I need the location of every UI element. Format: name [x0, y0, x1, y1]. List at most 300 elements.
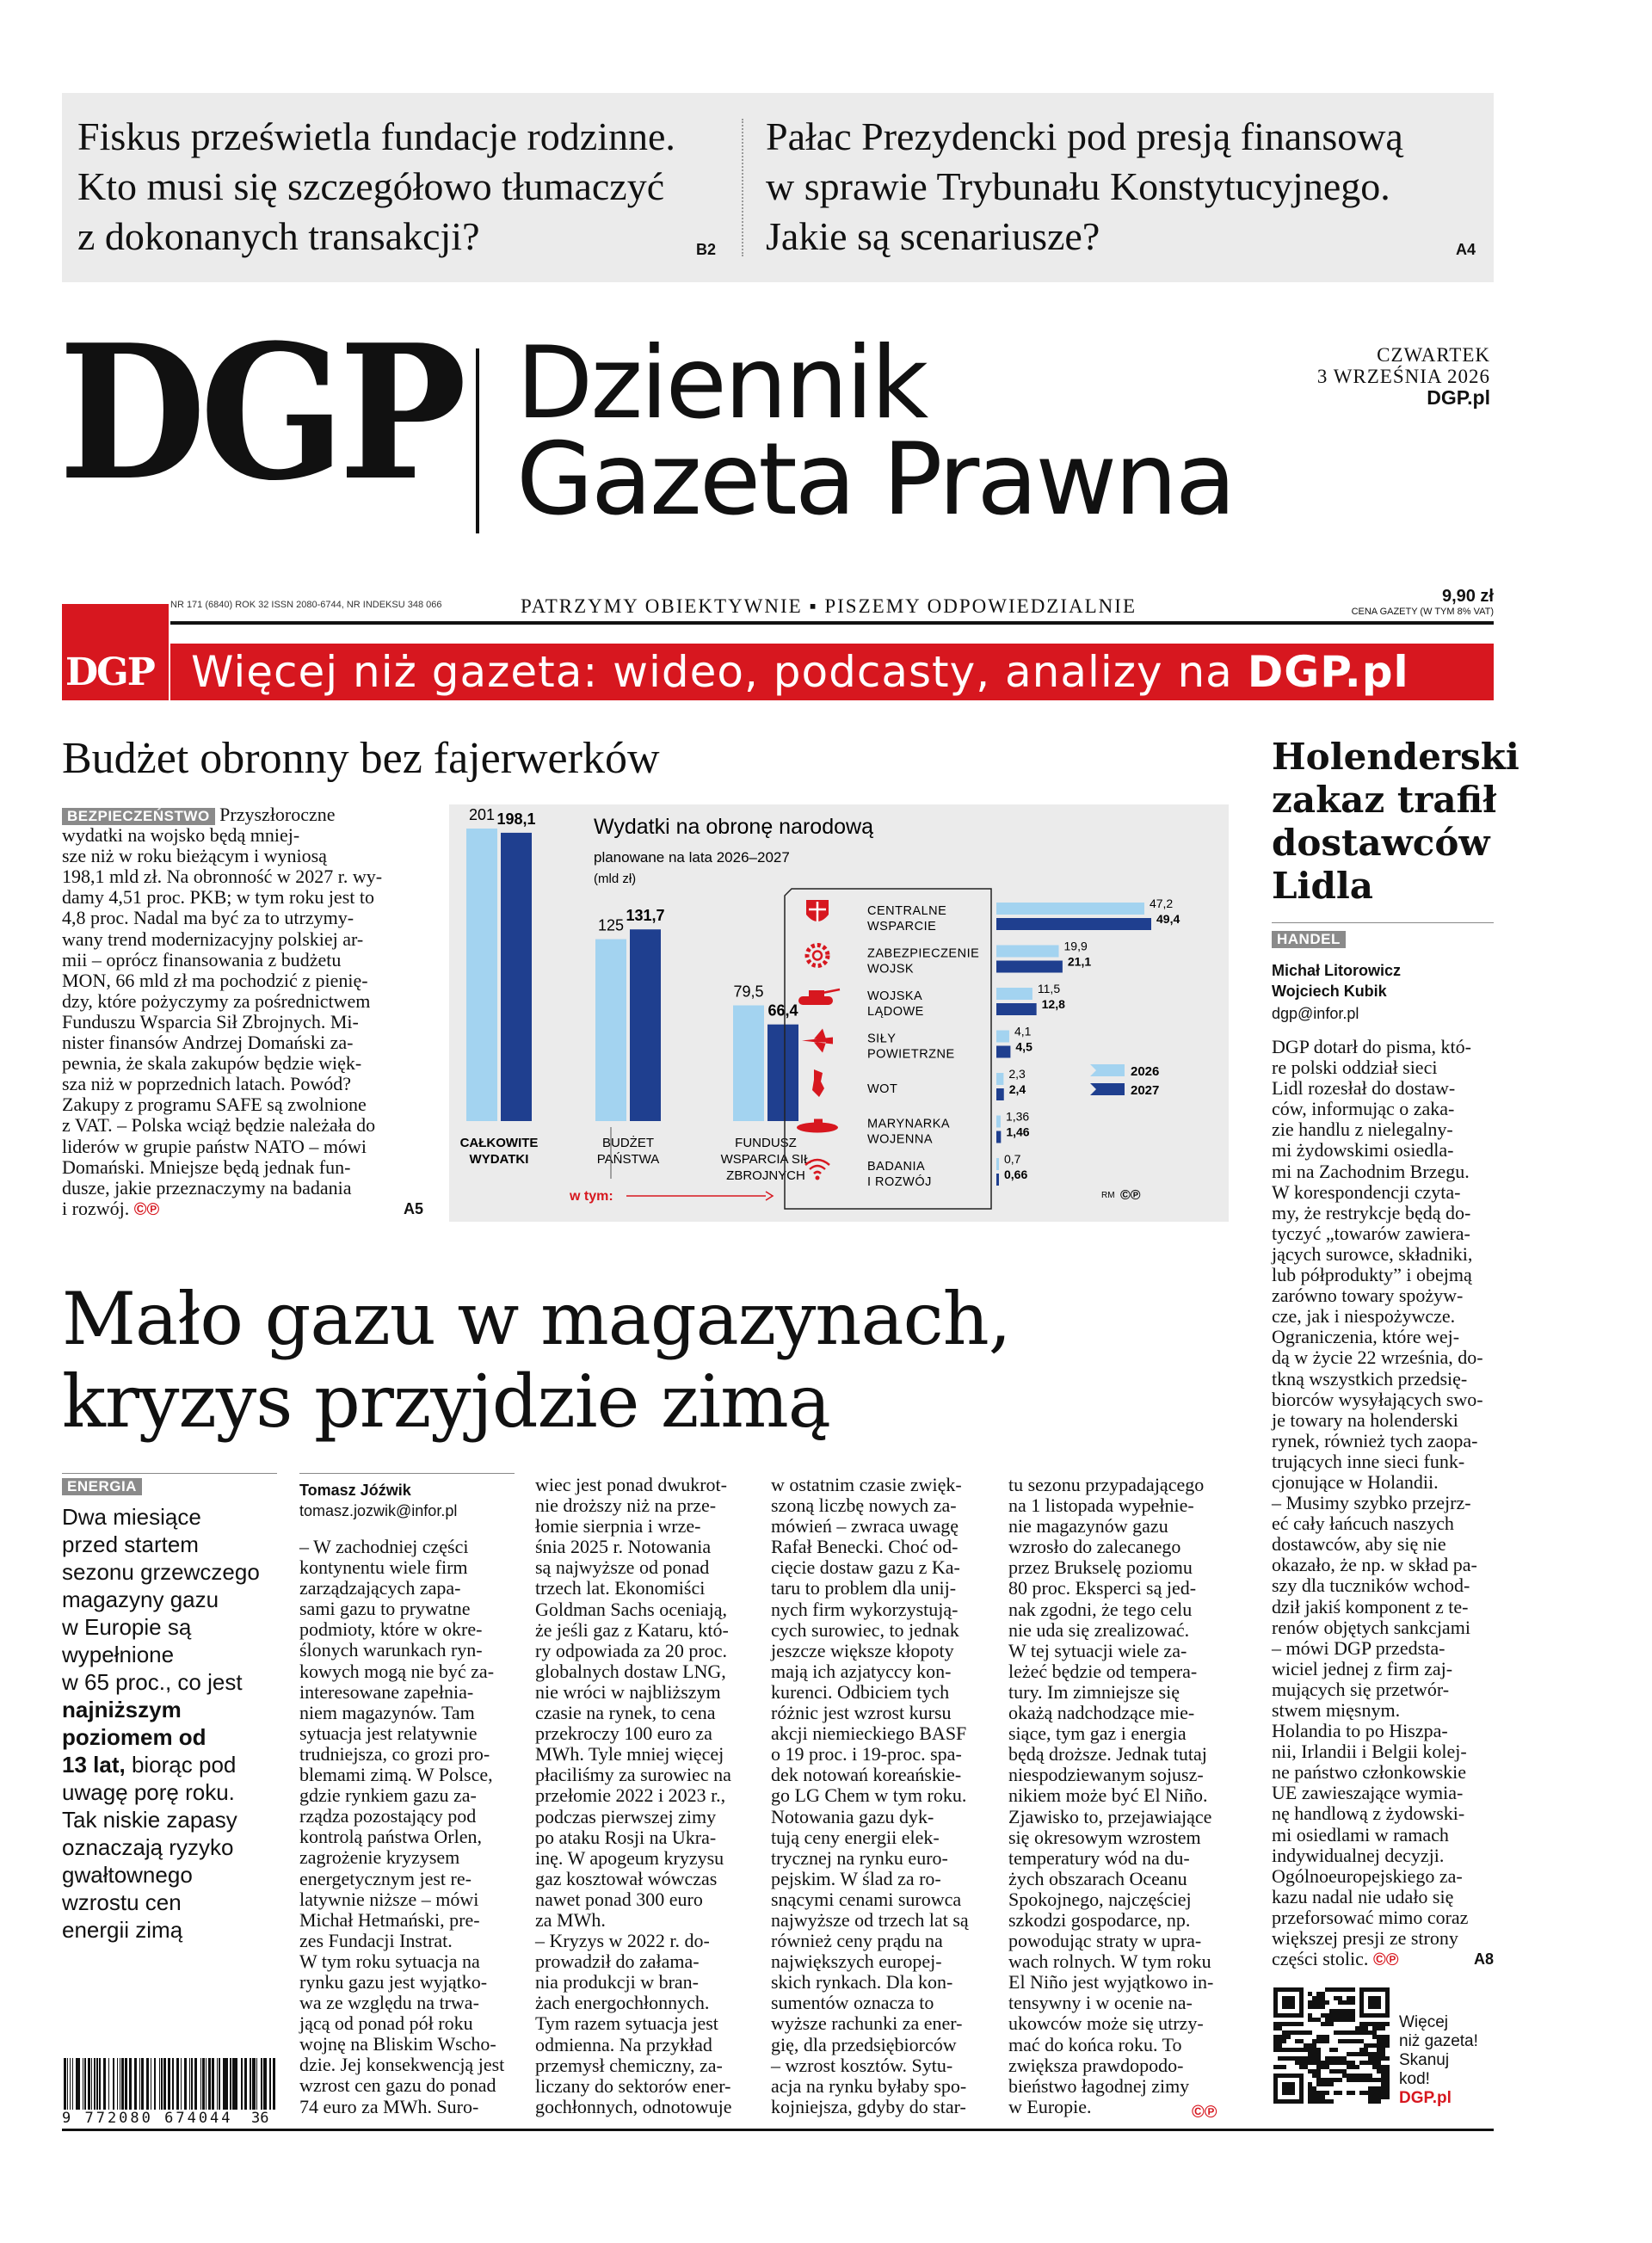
qr-module	[1364, 2030, 1368, 2035]
headline-line: dostawców	[1272, 822, 1490, 864]
body-line: części stolic. ©℗ A8	[1272, 1948, 1494, 1970]
body-line: okazało, że np. w skład pa-	[1272, 1554, 1477, 1576]
gas-headline[interactable]	[62, 1278, 1010, 1443]
qr-module	[1299, 2048, 1304, 2052]
chart-title: Wydatki na obronę narodową	[594, 815, 873, 839]
qr-module	[1321, 2035, 1325, 2039]
total-bar	[595, 940, 626, 1121]
body-line: po ataku Rosji na Ukra-	[535, 1826, 717, 1848]
body-line: płaciliśmy za surowiec na	[535, 1764, 731, 1786]
qr-module	[1372, 2099, 1377, 2104]
total-value-label: 125	[597, 916, 625, 934]
body-line: ślonych warunkach ryn-	[299, 1639, 483, 1661]
qr-module	[1385, 2095, 1390, 2099]
qr-module	[1368, 2086, 1372, 2091]
qr-module	[1308, 2061, 1312, 2065]
total-category-label: WYDATKI	[469, 1152, 529, 1167]
qr-module	[1312, 2039, 1316, 2043]
breakdown-value-label: 2,3	[1008, 1067, 1026, 1081]
qr-module	[1316, 2035, 1321, 2039]
tank-icon	[823, 989, 840, 993]
qr-module	[1368, 2061, 1372, 2065]
qr-module	[1321, 2091, 1325, 2095]
body-line: – Musimy szybko przejrz-	[1272, 1492, 1471, 1514]
body-line: ne państwo członkowskie	[1272, 1761, 1467, 1784]
signal-icon	[816, 1176, 820, 1180]
qr-module	[1325, 2056, 1329, 2061]
qr-module	[1312, 2099, 1316, 2104]
body-line: i rozwój. ©℗ A5	[62, 1197, 423, 1219]
qr-module	[1325, 2091, 1329, 2095]
qr-module	[1347, 2091, 1351, 2095]
body-line: nak zgodni, że tego celu	[1008, 1598, 1193, 1620]
lead-line: uwagę porę roku.	[62, 1779, 235, 1805]
qr-module	[1377, 2061, 1381, 2065]
masthead-title-line: Gazeta Prawna	[516, 422, 1234, 538]
qr-module	[1368, 2074, 1372, 2078]
qr-module	[1385, 2074, 1390, 2078]
total-bar	[733, 1006, 764, 1121]
lead-line: Dwa miesiące	[62, 1504, 201, 1530]
barcode-bar	[91, 2058, 92, 2110]
qr-module	[1372, 2056, 1377, 2061]
qr-caption-line: Więcej	[1399, 2013, 1449, 2031]
lead-line: Tak niskie zapasy	[62, 1807, 237, 1833]
body-line: trycznej na rynku euro-	[771, 1846, 948, 1869]
qr-module	[1312, 2052, 1316, 2056]
qr-module	[1347, 2039, 1351, 2043]
qr-module	[1368, 2022, 1372, 2026]
qr-module	[1372, 2065, 1377, 2069]
budget-lines	[62, 825, 423, 1220]
body-line: żych obszarach Oceanu	[1008, 1867, 1187, 1889]
body-line: DGP dotarł do pisma, któ-	[1272, 1036, 1471, 1057]
qr-module	[1355, 2026, 1359, 2030]
submarine-icon	[814, 1119, 823, 1126]
body-line: trujących inne sieci funk-	[1272, 1450, 1465, 1472]
body-line: sze niż w roku bieżącym i wyniosą	[62, 845, 327, 867]
total-category-label: ZBROJNYCH	[726, 1168, 805, 1183]
body-line: jeszcze większe kłopoty	[771, 1639, 954, 1661]
qr-module	[1347, 2078, 1351, 2082]
body-line: dzy, które pożyczymy za pośrednictwem	[62, 989, 371, 1012]
qr-module	[1316, 1996, 1321, 2000]
body-line: leżeć będzie od tempera-	[1008, 1660, 1198, 1682]
qr-module	[1321, 2000, 1325, 2005]
body-line: mówień – zwraca uwagę	[771, 1515, 959, 1537]
body-line: niespodziewanym sojusz-	[1008, 1764, 1204, 1786]
budget-body	[62, 804, 423, 1220]
body-line: je towary na holenderski	[1272, 1408, 1458, 1431]
body-line: przełomie 2022 i 2023 r.,	[535, 1784, 726, 1807]
breakdown-category-label: WOJSKA	[867, 989, 923, 1003]
qr-module	[1334, 2048, 1338, 2052]
qr-module	[1316, 2082, 1321, 2086]
chart-credit: RM	[1101, 1191, 1115, 1200]
signal-icon	[805, 1160, 829, 1174]
qr-module	[1325, 2065, 1329, 2069]
breakdown-bar	[996, 1088, 1004, 1100]
qr-module	[1347, 1996, 1351, 2000]
barcode-bar	[232, 2058, 235, 2110]
body-line: kojniejsza, gdyby do star-	[771, 2095, 966, 2117]
body-line: – wzrost kosztów. Sytu-	[771, 2054, 953, 2076]
gear-icon	[813, 952, 822, 960]
masthead-divider	[476, 348, 479, 533]
body-line: akcji niemieckiego BASF	[771, 1722, 967, 1745]
body-line: nii, Irlandii i Belgii kolej-	[1272, 1741, 1467, 1763]
qr-module	[1291, 2048, 1295, 2052]
qr-module	[1377, 2069, 1381, 2074]
qr-module	[1377, 2043, 1381, 2048]
qr-module	[1308, 2086, 1312, 2091]
qr-module	[1286, 2056, 1291, 2061]
teaser-line: Jakie są scenariusze?	[766, 214, 1100, 258]
qr-module	[1359, 2078, 1364, 2082]
qr-module	[1329, 2078, 1334, 2082]
body-line: kazu nadal nie udało się	[1272, 1885, 1454, 1907]
qr-module	[1372, 2030, 1377, 2035]
promo-banner[interactable]	[170, 644, 1494, 700]
qr-module	[1304, 2061, 1308, 2065]
qr-module	[1385, 2091, 1390, 2095]
gas-tag-wrap	[62, 1478, 142, 1495]
qr-module	[1351, 2018, 1355, 2022]
breakdown-bar	[996, 918, 1151, 930]
teaser-left[interactable]	[77, 112, 675, 262]
body-line: 4,8 proc. Nadal ma być za to utrzymy-	[62, 907, 354, 929]
qr-module	[1377, 2056, 1381, 2061]
body-line: rynku gazu jest wyjątko-	[299, 1970, 488, 1993]
qr-module	[1338, 2013, 1342, 2018]
qr-module	[1359, 2048, 1364, 2052]
qr-module	[1359, 2039, 1364, 2043]
qr-module	[1334, 2078, 1338, 2082]
column-rule	[62, 1473, 277, 1474]
qr-code[interactable]	[1273, 1987, 1390, 2104]
qr-module	[1312, 2069, 1316, 2074]
qr-module	[1316, 2091, 1321, 2095]
breakdown-bar	[996, 946, 1059, 958]
qr-module	[1325, 2035, 1329, 2039]
body-line: trzech lat. Ekonomiści	[535, 1577, 706, 1599]
body-line: Holandia to po Hiszpa-	[1272, 1720, 1448, 1742]
lidl-headline[interactable]	[1272, 736, 1519, 908]
section-tag: BEZPIECZEŃSTWO	[62, 808, 215, 825]
body-line: prowadził do załama-	[535, 1950, 700, 1973]
qr-module	[1329, 2048, 1334, 2052]
body-line: MON, 66 mld zł ma pochodzić z pienię-	[62, 969, 368, 991]
qr-module	[1338, 2091, 1342, 2095]
qr-module	[1338, 2009, 1342, 2013]
body-line: – W zachodniej części	[299, 1536, 469, 1557]
barcode-bar	[200, 2058, 201, 2110]
qr-module	[1312, 2048, 1316, 2052]
body-line: nie droższy niż na prze-	[535, 1494, 717, 1517]
qr-module	[1355, 2065, 1359, 2069]
qr-module	[1368, 2052, 1372, 2056]
qr-module	[1355, 2078, 1359, 2082]
qr-module	[1308, 2048, 1312, 2052]
breakdown-category-label: WSPARCIE	[867, 920, 937, 934]
body-line: siące, tym gaz i energia	[1008, 1722, 1187, 1745]
qr-module	[1325, 2039, 1329, 2043]
breakdown-label: w tym:	[570, 1189, 613, 1204]
chart-unit: (mld zł)	[594, 872, 637, 886]
lead-line: gwałtownego	[62, 1862, 193, 1888]
qr-module	[1347, 2000, 1351, 2005]
body-line: Zjawisko to, przejawiające	[1008, 1805, 1212, 1827]
headline-line: Holenderski	[1272, 736, 1519, 778]
breakdown-value-label: 0,7	[1004, 1152, 1021, 1166]
qr-module	[1351, 2030, 1355, 2035]
teaser-line: Fiskus prześwietla fundacje rodzinne.	[77, 114, 675, 158]
body-line: przemysł chemiczny, za-	[535, 2054, 723, 2076]
body-line: nę handlową z żydowski-	[1272, 1802, 1465, 1825]
qr-module	[1308, 2082, 1312, 2086]
qr-module	[1286, 2022, 1291, 2026]
qr-module	[1316, 2061, 1321, 2065]
body-line: jącą od ponad pół roku	[299, 2012, 473, 2035]
teaser-divider	[742, 119, 743, 256]
site-link[interactable]: DGP.pl	[1427, 386, 1490, 409]
copyright-mark: ©℗	[129, 1199, 160, 1219]
qr-caption	[1399, 2013, 1478, 2108]
barcode-bar	[159, 2058, 160, 2110]
body-line: tkną wszystkich przedsię-	[1272, 1367, 1468, 1390]
qr-module	[1359, 2074, 1364, 2078]
qr-module	[1273, 2048, 1278, 2052]
qr-module	[1295, 2030, 1299, 2035]
qr-module	[1308, 2013, 1312, 2018]
barcode-bar	[223, 2058, 225, 2110]
body-line: Domański. Mniejsze będą jednak fun-	[62, 1155, 351, 1178]
breakdown-value-label: 19,9	[1063, 939, 1088, 953]
qr-module	[1364, 2026, 1368, 2030]
lead-line: w 65 proc., co jest	[62, 1669, 243, 1695]
slogan: PATRZYMY OBIEKTYWNIE ▪ PISZEMY ODPOWIEDZIALNIE	[521, 595, 1137, 617]
qr-module	[1377, 2052, 1381, 2056]
body-line: łomie sierpnia i wrze-	[535, 1515, 701, 1537]
qr-module	[1385, 2078, 1390, 2082]
breakdown-bar	[996, 903, 1144, 915]
qr-module	[1308, 1992, 1312, 1996]
body-line: zagrożenie kryzysem	[299, 1846, 460, 1869]
qr-module	[1312, 2095, 1316, 2099]
qr-module	[1385, 2035, 1390, 2039]
body-line: przeforsować mimo coraz	[1272, 1906, 1469, 1928]
body-line: różnic jest wzrost kursu	[771, 1702, 952, 1724]
body-line: dusze, jakie przeznaczymy na badania	[62, 1176, 352, 1199]
qr-module	[1273, 2065, 1278, 2069]
barcode-bar	[241, 2058, 243, 2110]
page-ref[interactable]: A5	[403, 1199, 423, 1217]
body-line: rynek, również tych zaopa-	[1272, 1429, 1478, 1451]
promo-banner-text: Więcej niż gazeta: wideo, podcasty, analizy na	[191, 647, 1248, 697]
qr-module	[1316, 1992, 1321, 1996]
qr-module	[1368, 2043, 1372, 2048]
qr-module	[1381, 2022, 1385, 2026]
lead-line: sezonu grzewczego	[62, 1559, 260, 1585]
barcode-bar	[225, 2058, 228, 2110]
qr-module	[1321, 2005, 1325, 2009]
qr-module	[1338, 2030, 1342, 2035]
qr-module	[1359, 2022, 1364, 2026]
body-line: biorców wysyłających swo-	[1272, 1388, 1483, 1410]
qr-module	[1308, 2000, 1312, 2005]
body-line: blemami zimą. W Polsce,	[299, 1764, 493, 1786]
body-line: nie wróci w najbliższym	[535, 1680, 721, 1703]
body-line: pewnia, że skala zakupów będzie więk-	[62, 1052, 362, 1075]
body-line: gię, dla przedsiębiorców	[771, 2033, 957, 2055]
qr-module	[1372, 2086, 1377, 2091]
body-line: indywidualnej decyzji.	[1272, 1844, 1445, 1866]
body-line: acja na rynku byłaby spo-	[771, 2074, 967, 2097]
issue-meta: NR 171 (6840) ROK 32 ISSN 2080-6744, NR INDEKSU 348 066	[170, 600, 442, 610]
qr-module	[1342, 2013, 1347, 2018]
body-line: się okresowym wzrostem	[1008, 1826, 1201, 1848]
body-line: przekroczy 100 euro za	[535, 1722, 712, 1745]
qr-module	[1377, 2022, 1381, 2026]
page-bottom-rule	[62, 2129, 1494, 2131]
body-line: czasie na rynek, to cena	[535, 1702, 716, 1724]
qr-module	[1316, 2069, 1321, 2074]
qr-module	[1329, 2099, 1334, 2104]
qr-module	[1291, 2030, 1295, 2035]
qr-module	[1295, 2061, 1299, 2065]
body-line: mać do końca roku. To	[1008, 2033, 1182, 2055]
qr-module	[1329, 2009, 1334, 2013]
barcode-bar	[212, 2058, 214, 2110]
lead-line: przed startem	[62, 1531, 199, 1557]
body-line: największych europej-	[771, 1950, 942, 1973]
gas-column-3	[771, 1475, 986, 2117]
body-line: zarządzających zapa-	[299, 1577, 461, 1599]
qr-module	[1304, 2043, 1308, 2048]
body-line: nia produkcji w bran-	[535, 1971, 699, 1993]
author: Michał Litorowicz	[1272, 962, 1402, 979]
qr-module	[1355, 2030, 1359, 2035]
body-line: nikiem może być El Niño.	[1008, 1784, 1208, 1807]
barcode-bar	[141, 2058, 144, 2110]
qr-module	[1368, 2095, 1372, 2099]
qr-module	[1316, 2000, 1321, 2005]
author-email[interactable]: dgp@infor.pl	[1272, 1005, 1359, 1022]
body-line: Lidl rozesłał do dostaw-	[1272, 1077, 1456, 1100]
body-line: W tej sytuacji wiele za-	[1008, 1639, 1187, 1661]
qr-module	[1312, 2061, 1316, 2065]
qr-module	[1351, 2091, 1355, 2095]
qr-module	[1329, 2061, 1334, 2065]
qr-module	[1278, 2022, 1282, 2026]
qr-module	[1381, 2048, 1385, 2052]
breakdown-category-label: WOJENNA	[867, 1132, 933, 1147]
barcode-bar	[70, 2058, 71, 2110]
qr-module	[1381, 2026, 1385, 2030]
barcode-bar	[121, 2058, 124, 2110]
barcode-bar	[72, 2058, 73, 2110]
legend-swatch	[1090, 1083, 1125, 1095]
barcode-bar	[261, 2058, 262, 2110]
barcode-bar	[113, 2058, 114, 2110]
body-line: renów objętych sankcjami	[1272, 1616, 1470, 1638]
teaser-right[interactable]	[766, 112, 1403, 262]
qr-module	[1278, 2065, 1282, 2069]
barcode-bar	[252, 2058, 253, 2110]
teaser-line: Pałac Prezydencki pod presją finansową	[766, 114, 1403, 158]
body-line: my, że restrykcje będą do-	[1272, 1201, 1471, 1223]
qr-module	[1351, 2039, 1355, 2043]
barcode-bar	[84, 2058, 86, 2110]
qr-module	[1342, 2061, 1347, 2065]
gas-author-email[interactable]: tomasz.jozwik@infor.pl	[299, 1502, 458, 1519]
qr-site-link[interactable]: DGP.pl	[1399, 2089, 1452, 2107]
legend-label: 2026	[1131, 1064, 1160, 1079]
body-line: MWh. Tyle mniej więcej	[535, 1743, 724, 1765]
legend-label: 2027	[1131, 1083, 1160, 1098]
breakdown-category-label: LĄDOWE	[867, 1005, 924, 1019]
body-line: również ceny prądu na	[771, 1930, 943, 1952]
lead-line: w Europie są	[62, 1614, 192, 1640]
qr-module	[1385, 2056, 1390, 2061]
banner-logo[interactable]	[62, 604, 169, 700]
body-line: tyczyć „towarów zawiera-	[1272, 1222, 1470, 1244]
qr-module	[1278, 2039, 1282, 2043]
legend-swatch	[1090, 1064, 1125, 1076]
qr-module	[1325, 2082, 1329, 2086]
body-line: trudniejsza, co grozi pro-	[299, 1742, 490, 1765]
qr-module	[1364, 2074, 1368, 2078]
qr-module	[1377, 2095, 1381, 2099]
dgp-logo[interactable]: DGP	[59, 304, 461, 521]
total-value-label: 201	[468, 806, 496, 823]
qr-module	[1351, 1987, 1355, 1992]
qr-module	[1308, 2052, 1312, 2056]
breakdown-bar	[996, 1158, 999, 1170]
budget-headline[interactable]: Budżet obronny bez fajerwerków	[62, 734, 660, 783]
qr-module	[1377, 2065, 1381, 2069]
breakdown-bar	[996, 1073, 1003, 1085]
qr-module	[1347, 2074, 1351, 2078]
breakdown-category-label: WOJSK	[867, 962, 915, 977]
qr-module	[1304, 2030, 1308, 2035]
qr-module	[1321, 2082, 1325, 2086]
lead-line: oznaczają ryzyko	[62, 1834, 234, 1860]
issue-date-text: 3 WRZEŚNIA 2026	[1316, 366, 1490, 387]
qr-module	[1295, 2056, 1299, 2061]
qr-module	[1312, 2005, 1316, 2009]
qr-module	[1377, 2078, 1381, 2082]
qr-module	[1372, 2078, 1377, 2082]
body-line: Tym razem sytuacja jest	[535, 2012, 718, 2035]
page-ref[interactable]: A8	[1473, 1950, 1494, 1969]
qr-module	[1325, 2000, 1329, 2005]
body-line: taru to problem dla unij-	[771, 1577, 957, 1599]
body-line: zes Fundacji Instrat.	[299, 1929, 453, 1951]
lead-line: najniższym	[62, 1697, 182, 1722]
qr-module	[1286, 2030, 1291, 2035]
teaser-line: Kto musi się szczegółowo tłumaczyć	[77, 164, 665, 208]
total-bar	[466, 829, 497, 1121]
barcode-bar	[208, 2058, 211, 2110]
qr-module	[1364, 2078, 1368, 2082]
barcode-bar	[147, 2058, 149, 2110]
body-line: tensywny i w ocenie na-	[1008, 1992, 1193, 2014]
breakdown-value-label: 12,8	[1041, 997, 1065, 1011]
body-line: kurenci. Odbiciem tych	[771, 1680, 950, 1703]
body-line: cięcie dostaw gazu z Ka-	[771, 1556, 960, 1579]
qr-module	[1342, 2069, 1347, 2074]
